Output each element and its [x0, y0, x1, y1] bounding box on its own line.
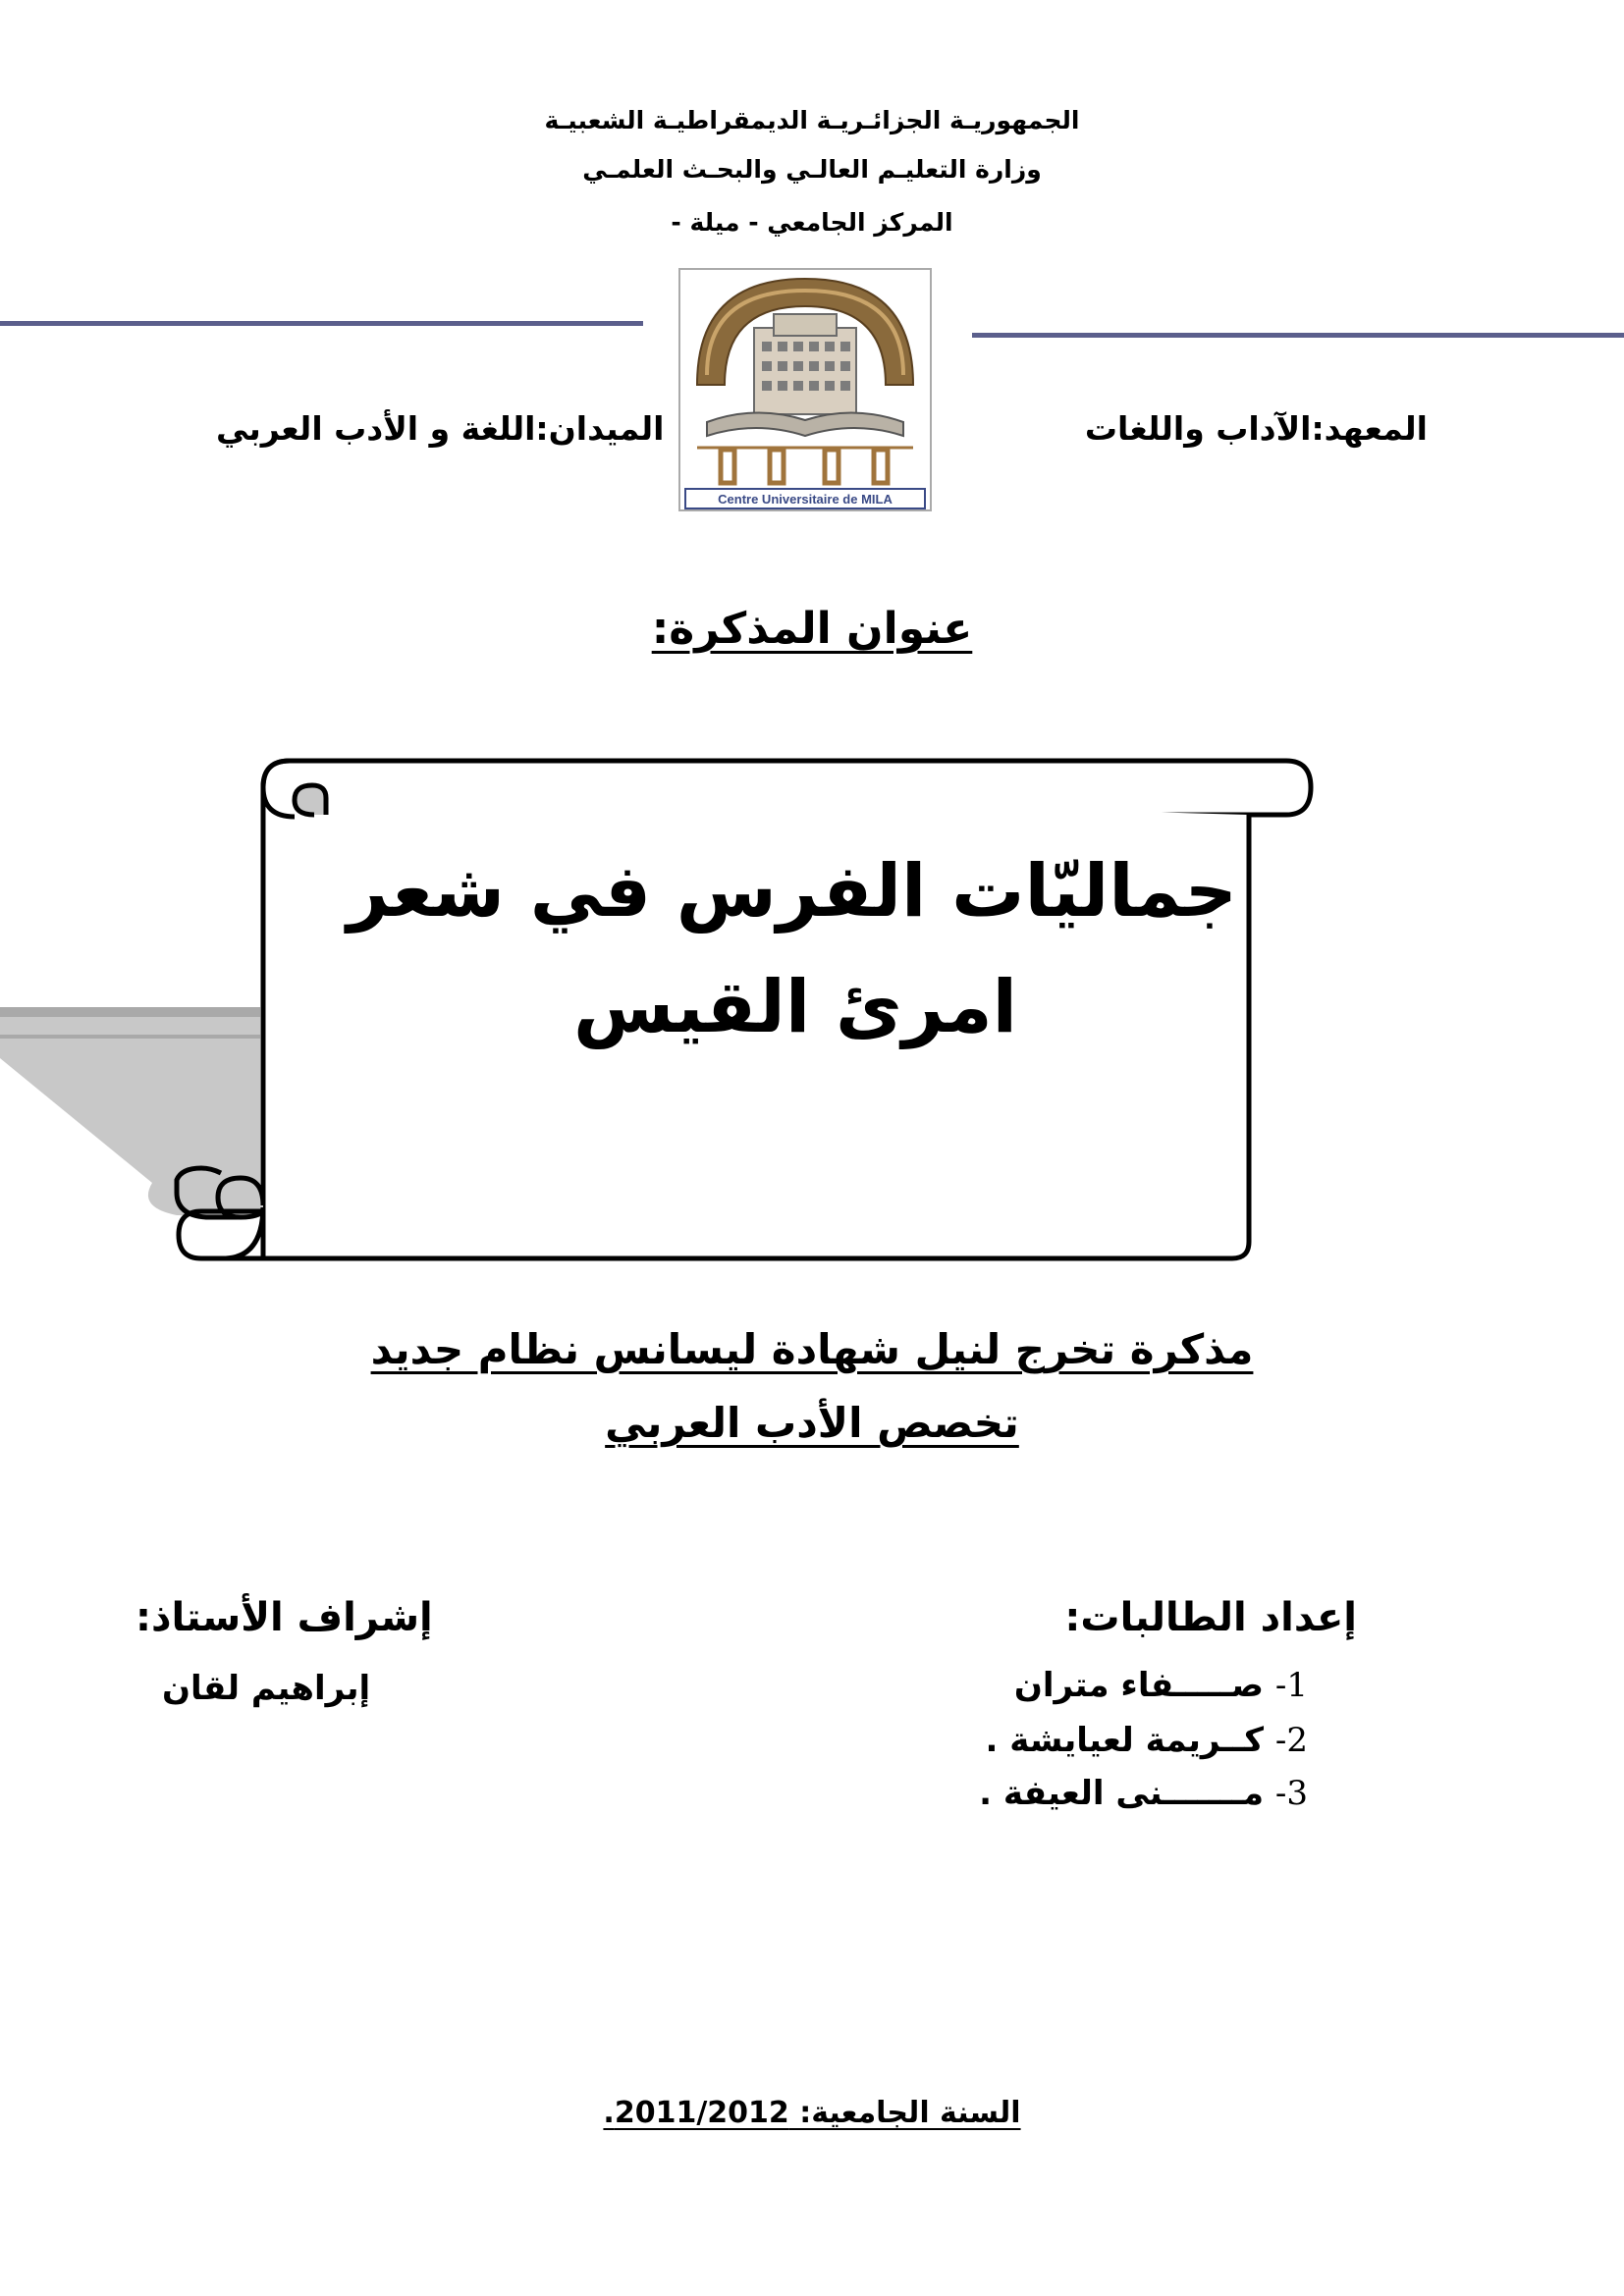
students-label: إعداد الطالبات: [1064, 1595, 1357, 1640]
logo-caption: Centre Universitaire de MILA [718, 492, 893, 507]
university-logo [677, 267, 933, 512]
thesis-title-line2: امرئ القيس [572, 965, 1018, 1049]
academic-year: السنة الجامعية: 2011/2012. [603, 2096, 1021, 2130]
header-ministry: وزارة التعليـم العالـي والبحـث العلمـي [582, 155, 1042, 184]
supervisor-name: إبراهيم لقان [162, 1669, 371, 1708]
supervisor-label: إشراف الأستاذ: [135, 1595, 433, 1640]
degree-line2: تخصص الأدب العربي [605, 1399, 1019, 1447]
student-number: 3- [1274, 1774, 1308, 1813]
logo-graphic [677, 267, 933, 512]
field-label: الميدان:اللغة و الأدب العربي [216, 409, 665, 448]
degree-line1: مذكرة تخرج لنيل شهادة ليسانس نظام جديد [370, 1325, 1254, 1373]
header-center: المركز الجامعي - ميلة - [671, 208, 953, 237]
header-rule-left [0, 321, 643, 326]
header-rule-right [972, 333, 1624, 338]
institute-label: المعهد:الآداب واللغات [1084, 409, 1428, 448]
student-number: 1- [1274, 1666, 1308, 1705]
student-item-2 [985, 1721, 1308, 1760]
student-item-1 [1014, 1666, 1308, 1705]
student-name: كــريمة لعيايشة . [985, 1721, 1265, 1760]
thesis-title-line1: جماليّات الفرس في شعر [347, 849, 1237, 934]
header-republic: الجمهوريـة الجزائـريـة الديمقراطيـة الشعبيـة [544, 106, 1080, 134]
memo-title-label: عنوان المذكرة: [651, 604, 973, 654]
student-item-3 [979, 1774, 1308, 1813]
student-name: صـــــفاء متران [1013, 1666, 1265, 1705]
student-number: 2- [1274, 1721, 1308, 1760]
student-name: مـــــــنى العيفة . [979, 1774, 1265, 1813]
